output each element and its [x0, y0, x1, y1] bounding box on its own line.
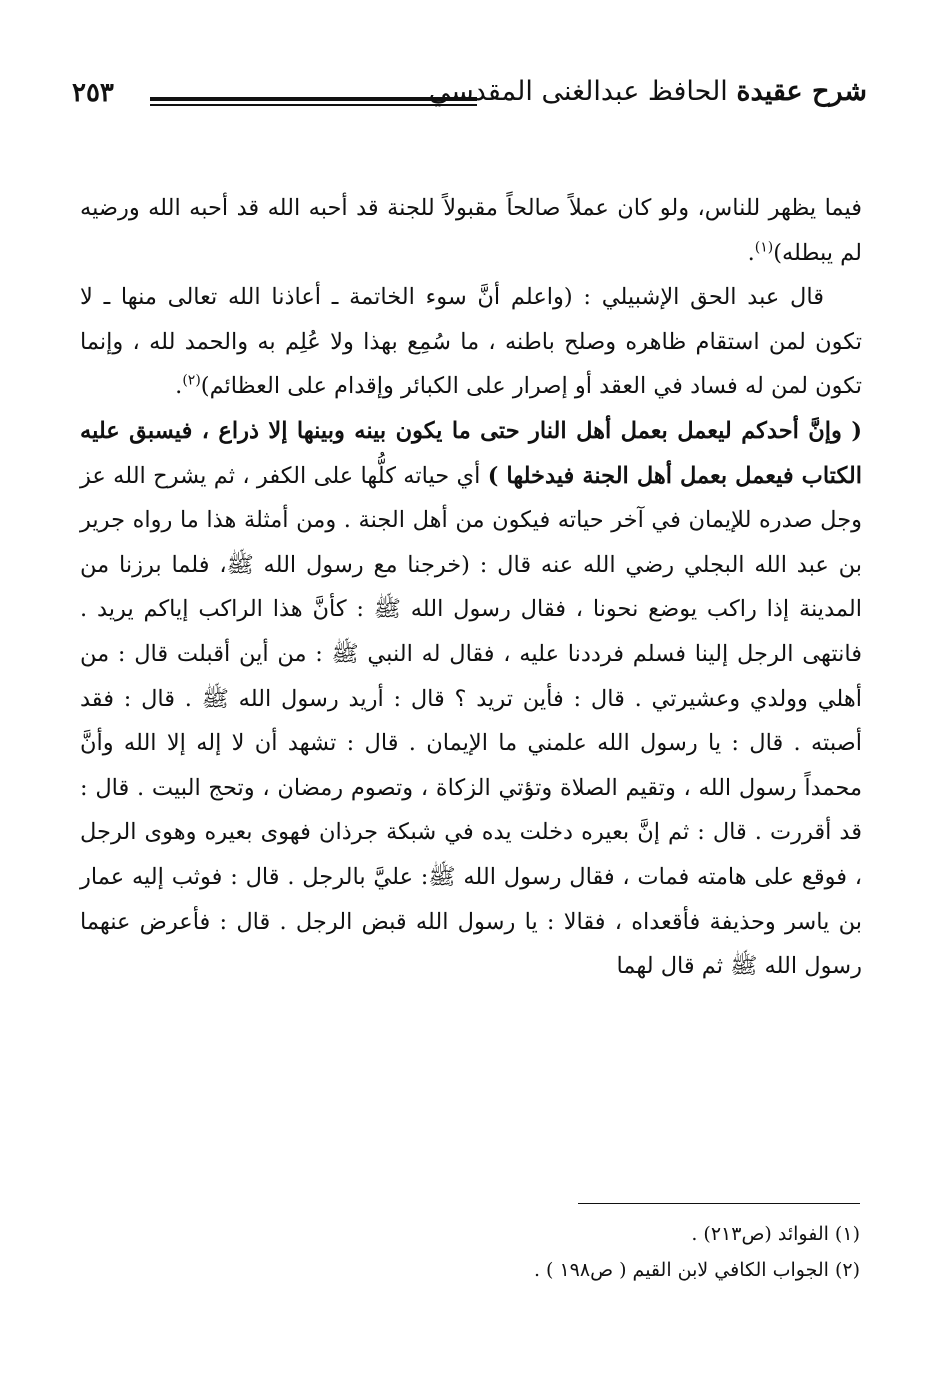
paragraph-3-text: أي حياته كلُّها على الكفر ، ثم يشرح الله عز وجل صدره للإيمان في آخر حياته فيكون من أهل الجنة . ومن أمثلة هذا ما رواه جرير بن عبد الله البجلي رضي الله عنه قال : (خرجنا مع رسول الله ﷺ، فلما برزنا من المدينة إذا راكب يوضع نحونا ، فقال رسول الله ﷺ : كأنَّ هذا الراكب إياكم يريد . فانتهى الرجل إلينا فسلم فرددنا عليه ، فقال له النبي ﷺ : من أين أقبلت قال : من أهلي وولدي وعشيرتي . قال : فأين تريد ؟ قال : أريد رسول الله ﷺ . قال : فقد أصبته . قال : يا رسول الله علمني ما الإيمان . قال : تشهد أن لا إله إلا الله وأنَّ محمداً رسول الله ، وتقيم الصلاة وتؤتي الزكاة ، وتصوم رمضان ، وتحج البيت . قال : قد أقررت . قال : ثم إنَّ بعيره دخلت يده في شبكة جرذان فهوى بعيره وهوى الرجل ، فوقع على هامته فمات ، فقال رسول الله ﷺ: عليَّ بالرجل . قال : فوثب إليه عمار بن ياسر وحذيفة فأقعداه ، فقالا : يا رسول الله قبض الرجل . قال : فأعرض عنهما رسول الله ﷺ ثم قال لهما: [80, 462, 862, 980]
page-number: ٢٥٣: [72, 78, 114, 108]
footnote-2: (٢) الجواب الكافي لابن القيم ( ص١٩٨ ) .: [533, 1259, 860, 1281]
paragraph-2: [80, 275, 862, 409]
footnote-ref-2[interactable]: (٢): [182, 372, 201, 389]
main-text: [80, 186, 862, 989]
footnote-divider: [578, 1203, 860, 1204]
running-header: [72, 76, 867, 126]
paragraph-3: [80, 409, 862, 989]
footnote-ref-1[interactable]: (١): [754, 239, 774, 256]
book-title-bold: شرح عقيدة: [736, 76, 867, 107]
paragraph-1-text: فيما يظهر للناس، ولو كان عملاً صالحاً مقبولاً للجنة قد أحبه الله قد أحبه الله ورضيه لم يبطله): [80, 195, 862, 266]
header-rule: [150, 97, 477, 106]
paragraph-2-end: .: [175, 373, 183, 400]
footnotes: [260, 1216, 860, 1288]
footnote-1: (١) الفوائد (ص٢١٣) .: [691, 1223, 860, 1245]
book-title-author: الحافظ عبدالغنى المقدسي: [428, 76, 728, 107]
paragraph-1-end: .: [747, 239, 755, 266]
paragraph-2-text: قال عبد الحق الإشبيلي : (واعلم أنَّ سوء الخاتمة ـ أعاذنا الله تعالى منها ـ لا تكون لمن استقام ظاهره وصلح باطنه ، ما سُمِع بهذا ولا عُلِم به والحمد لله ، وإنما تكون لمن له فساد في العقد أو إصرار على الكبائر وإقدام على العظائم): [80, 284, 862, 400]
hadith-quote: ( وإنَّ أحدكم ليعمل بعمل أهل النار حتى ما يكون بينه وبينها إلا ذراع ، فيسبق عليه الكتاب فيعمل بعمل أهل الجنة فيدخلها ): [80, 417, 863, 489]
paragraph-1: [80, 186, 862, 275]
book-title: [429, 76, 867, 107]
